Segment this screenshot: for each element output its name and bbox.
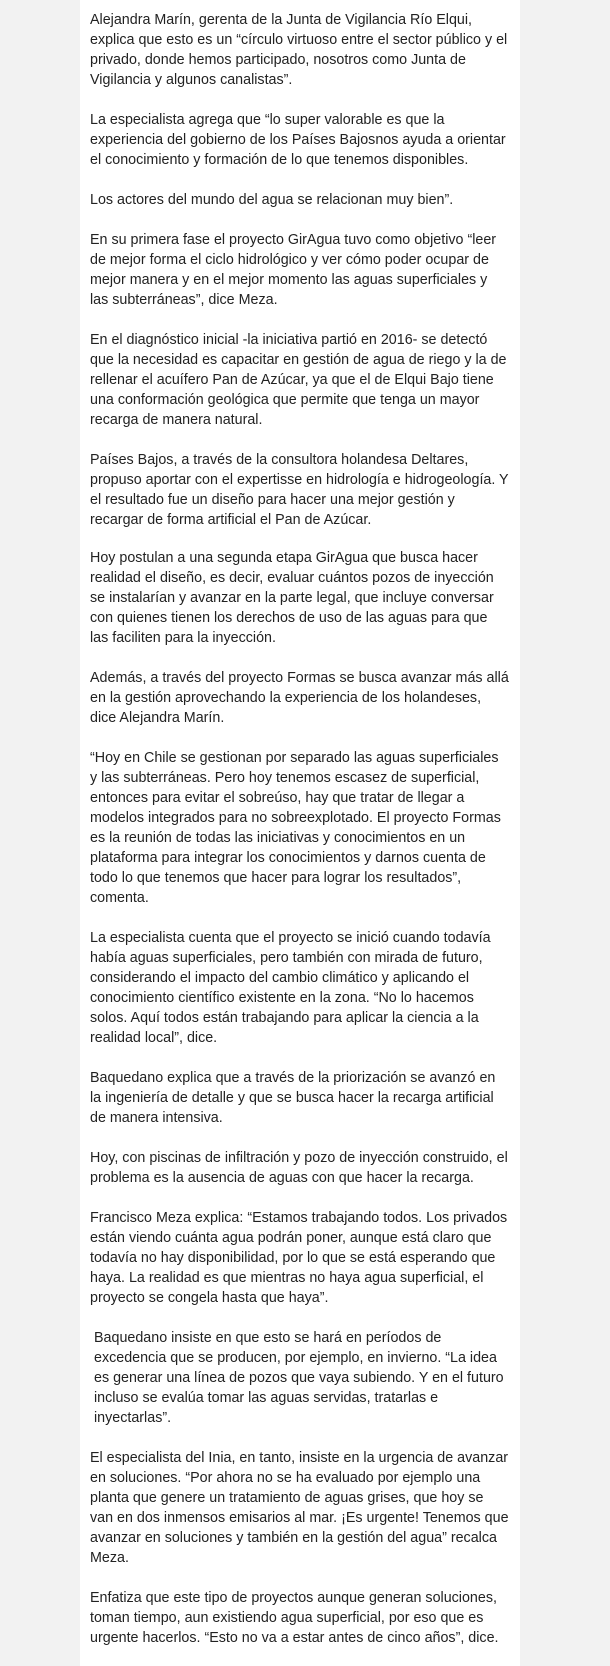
paragraph-segunda-etapa: Hoy postulan a una segunda etapa GirAgua que busca hacer realidad el diseño, es decir, evaluar cuántos pozos de inyección se instalarían y avanzar en la parte legal, que incluye conversar con quienes tienen los derechos de uso de las aguas para que las faciliten para la inyección. [90, 550, 494, 646]
paragraph-enfatiza: Enfatiza que este tipo de proyectos aunque generan soluciones, toman tiempo, aun existiendo agua superficial, por eso que es urgente hacerlos. “Esto no va a estar antes de cinco años”, dice. [90, 1590, 499, 1646]
paragraph-actores: Los actores del mundo del agua se relacionan muy bien”. [90, 192, 454, 208]
paragraph-baquedano-priorizacion: Baquedano explica que a través de la priorización se avanzó en la ingeniería de detalle y que se busca hacer la recarga artificial de manera intensiva. [90, 1070, 496, 1126]
paragraph-diagnostico: En el diagnóstico inicial -la iniciativa partió en 2016- se detectó que la necesidad es capacitar en gestión de agua de riego y la de rellenar el acuífero Pan de Azúcar, ya que el de Elqui Bajo tiene una conformación geológica que permite que tenga un mayor recarga de manera natural. [90, 332, 507, 428]
paragraph-baquedano-insiste: Baquedano insiste en que esto se hará en períodos de excedencia que se producen, por ejemplo, en invierno. “La idea es generar una línea de pozos que vaya subiendo. Y en el futuro incluso se evalúa tomar las aguas servidas, tratarlas e inyectarlas”. [94, 1330, 504, 1426]
paragraph-primera-fase: En su primera fase el proyecto GirAgua tuvo como objetivo “leer de mejor forma el ciclo hidrológico y ver cómo poder ocupar de mejor manera y en el mejor momento las aguas superficiales y las subterráneas”, dice Meza. [90, 232, 497, 308]
article-body [90, 10, 515, 1648]
article-page [80, 0, 520, 1666]
paragraph-paises-bajos: Países Bajos, a través de la consultora holandesa Deltares, propuso aportar con el expertisse en hidrología e hidrogeología. Y el resultado fue un diseño para hacer una mejor gestión y recargar de forma artificial el Pan de Azúcar. [90, 452, 509, 528]
paragraph-piscinas: Hoy, con piscinas de infiltración y pozo de inyección construido, el problema es la ausencia de aguas con que hacer la recarga. [90, 1150, 508, 1186]
paragraph-especialista-cuenta: La especialista cuenta que el proyecto se inició cuando todavía había aguas superficiales, pero también con mirada de futuro, considerando el impacto del cambio climático y aplicando el conocimiento científico existente en la zona. “No lo hacemos solos. Aquí todos están trabajando para aplicar la ciencia a la realidad local”, dice. [90, 930, 491, 1046]
paragraph-quote-chile: “Hoy en Chile se gestionan por separado las aguas superficiales y las subterráneas. Pero hoy tenemos escasez de superficial, entonces para evitar el sobreúso, hay que tratar de llegar a modelos integrados para no sobreexplotado. El proyecto Formas es la reunión de todas las iniciativas y conocimientos en un plataforma para integrar los conocimientos y darnos cuenta de todo lo que tenemos que hacer para lograr los resultados”, comenta. [90, 750, 501, 906]
paragraph-meza-explica: Francisco Meza explica: “Estamos trabajando todos. Los privados están viendo cuánta agua podrán poner, aunque está claro que todavía no hay disponibilidad, por lo que se está esperando que haya. La realidad es que mientras no haya agua superficial, el proyecto se congela hasta que haya”. [90, 1210, 508, 1306]
paragraph-especialista-inia: El especialista del Inia, en tanto, insiste en la urgencia de avanzar en soluciones. “Por ahora no se ha evaluado por ejemplo una planta que genere un tratamiento de aguas grises, que hoy se van en dos inmensos emisarios al mar. ¡Es urgente! Tenemos que avanzar en soluciones y también en la gestión del agua” recalca Meza. [90, 1450, 509, 1566]
paragraph-formas: Además, a través del proyecto Formas se busca avanzar más allá en la gestión aprovechando la experiencia de los holandeses, dice Alejandra Marín. [90, 670, 509, 726]
paragraph-marin-intro: Alejandra Marín, gerenta de la Junta de Vigilancia Río Elqui, explica que esto es un “círculo virtuoso entre el sector público y el privado, donde hemos participado, nosotros como Junta de Vigilancia y algunos canalistas”. [90, 12, 508, 88]
paragraph-especialista-agrega: La especialista agrega que “lo super valorable es que la experiencia del gobierno de los Países Bajosnos ayuda a orientar el conocimiento y formación de lo que tenemos disponibles. [90, 112, 506, 168]
